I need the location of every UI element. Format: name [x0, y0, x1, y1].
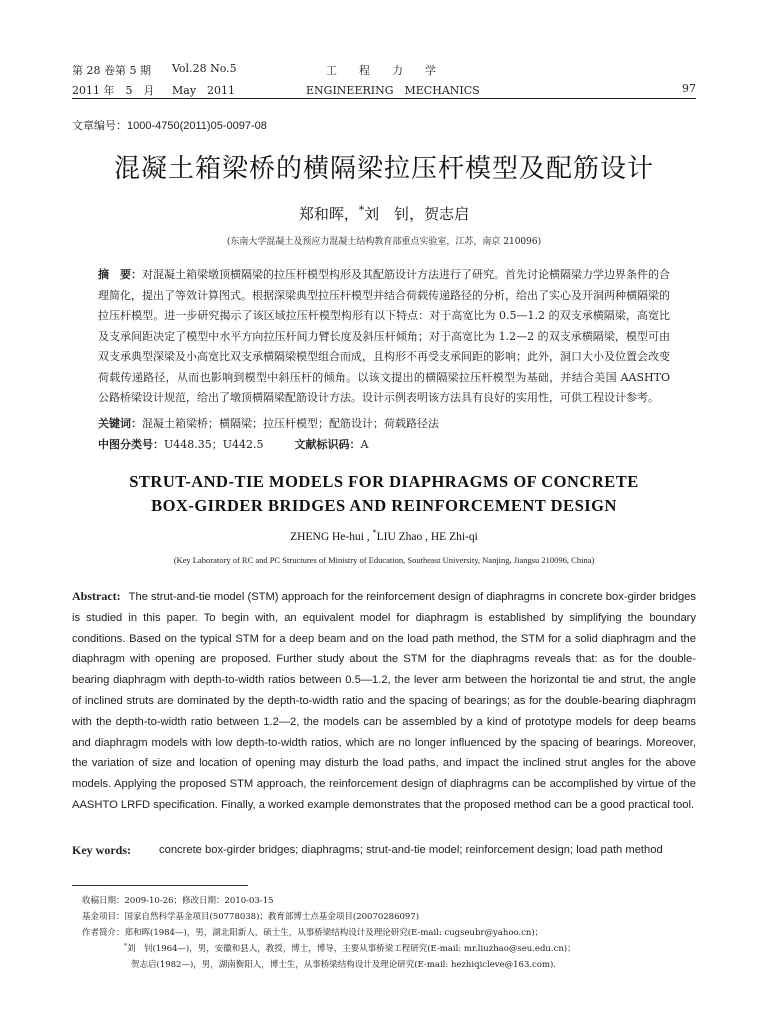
- footnote-author-2-text: 刘 钊(1964—)，男，安徽和县人，教授，博士，博导，主要从事桥梁工程研究(E-mail: mr.liuzhao@seu.edu.cn)；: [126, 944, 576, 954]
- affiliation-cn: (东南大学混凝土及预应力混凝土结构教育部重点实验室，江苏，南京 210096): [226, 237, 542, 247]
- header-rule: [72, 98, 696, 99]
- classification-line: [98, 436, 368, 452]
- footnote-received: 收稿日期：2009-10-26；修改日期：2010-03-15: [82, 896, 274, 906]
- title-en-line-2: BOX-GIRDER BRIDGES AND REINFORCEMENT DESIGN: [151, 496, 617, 515]
- title-en-line-1: STRUT-AND-TIE MODELS FOR DIAPHRAGMS OF CONCRETE: [129, 472, 639, 491]
- journal-header-row-1: [72, 62, 696, 78]
- doc-code-label: 文献标识码：: [294, 438, 361, 451]
- author-1-en: ZHENG He-hui ,: [290, 531, 373, 543]
- abstract-text-en: The strut-and-tie model (STM) approach for the reinforcement design of diaphragms in concrete box-girder bridges is studied in this paper. To begin with, an equivalent model for diaphragm is established by simplifying the boundary conditions. Based on the typical STM for a deep beam and on the load path method, the STM for a solid diaphragm and the diaphragm with opening are proposed. Further study about the STM for the diaphragms reveals that: as for the double-bearing diaphragm with depth-to-width ratios between 0.5—1.2, the lever arm between the horizontal tie and strut, the angle of inclined struts are dominated by the depth-to-width ratio and the spacing of bearings; as for the double-bearing diaphragm with the depth-to-width ratio between 1.2—2, the models can be assembled by a kind of prototype models for deep beams and diaphragm models with low depth-to-width ratios, which are no longer influenced by the spacing of bearings. Moreover, the variation of size and location of opening may disturb the load paths, and impact the inclined strut angles for the above models. Applying the proposed STM approach, the reinforcement design of diaphragms can be accomplished by virtue of the AASHTO LRFD specification. Finally, a worked example demonstrates that the proposed method can be a good practical tool.: [72, 591, 696, 811]
- affiliation-en: (Key Laboratory of RC and PC Structures of Ministry of Education, Southeast University, Nanjing, Jiangsu 210096, China): [173, 555, 595, 565]
- footnote-author-2: [124, 942, 744, 954]
- journal-header-row-2: [72, 82, 696, 98]
- corresponding-mark-en: *: [372, 528, 377, 538]
- keywords-cn: [98, 415, 439, 431]
- title-cn: 混凝土箱梁桥的横隔梁拉压杆模型及配筋设计: [113, 154, 654, 184]
- journal-name-cn: 工 程 力 学: [326, 64, 436, 77]
- date-en: May 2011: [172, 84, 236, 97]
- abstract-label-cn: 摘 要：: [98, 268, 142, 281]
- keywords-label-cn: 关键词：: [98, 417, 142, 430]
- clc-value: U448.35；U442.5: [164, 438, 264, 451]
- abstract-en: [72, 586, 696, 816]
- footnote-fund: 基金项目：国家自然科学基金项目(50778038)；教育部博士点基金项目(20070286097): [82, 912, 420, 922]
- footnote-author-intro: 作者简介：郑和晖(1984—)，男，湖北阳新人，硕士生，从事桥梁结构设计及理论研究(E-mail: cugseubr@yahoo.cn)；: [82, 928, 544, 938]
- author-1-cn: 郑和晖，: [298, 205, 359, 223]
- doc-code-value: A: [360, 438, 369, 451]
- date-cn: 2011 年 5 月: [72, 84, 155, 97]
- keywords-text-en: concrete box-girder bridges; diaphragms; strut-and-tie model; reinforcement design; load path method: [159, 844, 663, 856]
- article-number: 文章编号：1000-4750(2011)05-0097-08: [72, 120, 267, 132]
- title-en: [0, 470, 768, 518]
- authors-rest-en: LIU Zhao , HE Zhi-qi: [376, 531, 478, 543]
- abstract-cn: [98, 265, 670, 409]
- abstract-text-cn: 对混凝土箱梁墩顶横隔梁的拉压杆模型构形及其配筋设计方法进行了研究。首先讨论横隔梁力学边界条件的合理简化，提出了等效计算图式。根据深梁典型拉压杆模型并结合荷载传递路径的分析，给出了实心及开洞两种横隔梁的拉压杆模型。进一步研究揭示了该区域拉压杆模型构形有以下特点：对于高宽比为 0.5—1.2 的双支承横隔梁，高宽比及支承间距决定了模型中水平方向拉压杆间力臂长度及斜压杆倾角；对于高宽比为 1.2—2 的双支承横隔梁，模型可由双支承典型深梁及小高宽比双支承横隔梁模型组合而成，且构形不再受支承间距的影响；此外，洞口大小及位置会改变荷载传递路径，从而也影响到模型中斜压杆的倾角。以该文提出的横隔梁拉压杆模型为基础，并结合美国 AASHTO 公路桥梁设计规范，给出了墩顶横隔梁配筋设计方法。设计示例表明该方法具有良好的实用性，可供工程设计参考。: [98, 268, 670, 404]
- corresponding-mark-cn: *: [358, 204, 365, 216]
- footnote-rule: [72, 885, 248, 886]
- volume-cn: 第 28 卷第 5 期: [72, 64, 151, 77]
- journal-name-en: ENGINEERING MECHANICS: [306, 84, 480, 97]
- volume-en: Vol.28 No.5: [172, 62, 237, 75]
- keywords-label-en: Key words:: [72, 843, 131, 857]
- page-number: 97: [682, 82, 696, 95]
- clc-label: 中图分类号：: [98, 438, 164, 451]
- footnote-author-3: 贺志启(1982—)，男，湖南衡阳人，博士生，从事桥梁结构设计及理论研究(E-mail: hezhiqicleve@163.com).: [131, 960, 557, 970]
- footnote-corresponding-mark: *: [124, 942, 127, 950]
- authors-rest-cn: 刘 钊，贺志启: [364, 205, 470, 223]
- keywords-text-cn: 混凝土箱梁桥；横隔梁；拉压杆模型；配筋设计；荷载路径法: [142, 417, 439, 430]
- authors-cn: [0, 203, 768, 224]
- authors-en: [0, 528, 768, 543]
- abstract-label-en: Abstract:: [72, 589, 121, 603]
